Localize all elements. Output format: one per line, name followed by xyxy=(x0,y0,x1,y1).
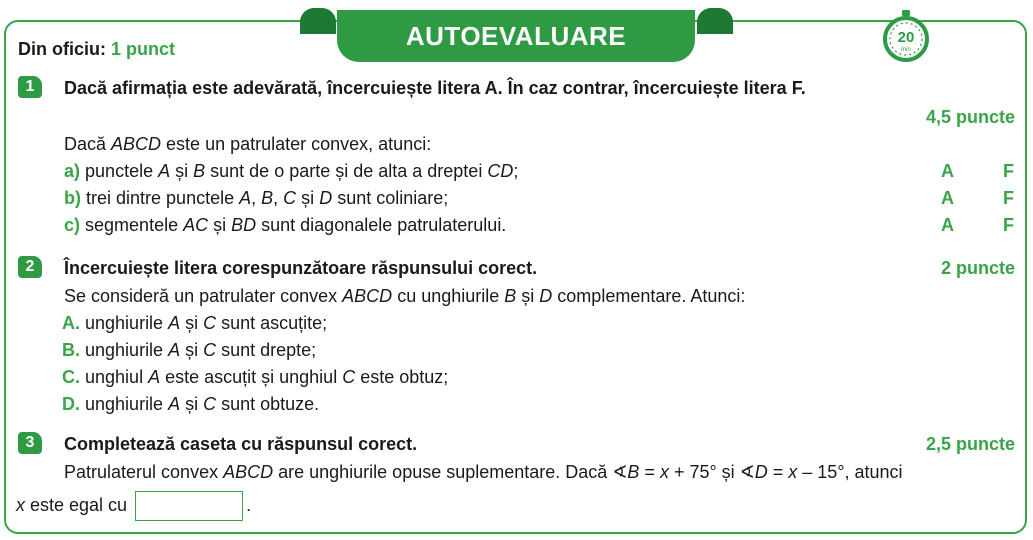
question-3-statement: Patrulaterul convex ABCD are unghiurile opuse suplementare. Dacă ∢B = x + 75° și ∢D = x – 15°, atunci xyxy=(64,462,903,482)
q1-b-false-option[interactable]: F xyxy=(1003,188,1014,208)
question-3-points: 2,5 puncte xyxy=(925,434,1015,454)
question-1-number: 1 xyxy=(18,76,42,98)
q1-item-b: b) trei dintre punctele A, B, C și D sunt coliniare; xyxy=(64,188,449,208)
question-2-intro: Se consideră un patrulater convex ABCD cu unghiurile B și D complementare. Atunci: xyxy=(64,286,746,306)
answer-input-box[interactable] xyxy=(135,491,243,521)
q2-option-b[interactable]: B. unghiurile A și C sunt drepte; xyxy=(62,340,317,360)
banner-title: AUTOEVALUARE xyxy=(337,10,695,62)
q1-b-true-option[interactable]: A xyxy=(941,188,954,208)
ex-officio-points: 1 punct xyxy=(111,39,176,59)
q1-item-c: c) segmentele AC și BD sunt diagonalele patrulaterului. xyxy=(64,215,507,235)
stopwatch-icon xyxy=(879,8,933,62)
question-2-points: 2 puncte xyxy=(940,258,1015,278)
question-2-number: 2 xyxy=(18,256,42,278)
q2-option-a[interactable]: A. unghiurile A și C sunt ascuțite; xyxy=(62,313,328,333)
question-3-instruction: Completează caseta cu răspunsul corect. xyxy=(64,434,418,454)
question-1-intro: Dacă ABCD este un patrulater convex, atunci: xyxy=(64,134,432,154)
banner-left-wing xyxy=(300,8,336,34)
q1-c-false-option[interactable]: F xyxy=(1003,215,1014,235)
q2-option-d[interactable]: D. unghiurile A și C sunt obtuze. xyxy=(62,394,320,414)
question-1-instruction: Dacă afirmația este adevărată, încercuiește litera A. În caz contrar, încercuiește litera F. xyxy=(64,78,806,98)
timer-minutes: 20 xyxy=(897,29,915,46)
timer-unit: min xyxy=(901,47,911,53)
banner-right-wing xyxy=(697,8,733,34)
ex-officio-label: Din oficiu: xyxy=(18,39,106,59)
question-1-points: 4,5 puncte xyxy=(925,107,1015,127)
question-3-number: 3 xyxy=(18,432,42,454)
q1-a-false-option[interactable]: F xyxy=(1003,161,1014,181)
ex-officio xyxy=(18,39,175,60)
q1-c-true-option[interactable]: A xyxy=(941,215,954,235)
q1-item-a: a) punctele A și B sunt de o parte și de alta a dreptei CD; xyxy=(64,161,519,181)
q2-option-c[interactable]: C. unghiul A este ascuțit și unghiul C este obtuz; xyxy=(62,367,449,387)
question-2-instruction: Încercuiește litera corespunzătoare răspunsului corect. xyxy=(64,258,538,278)
question-3-answer-line: x este egal cu . xyxy=(16,490,251,521)
q1-a-true-option[interactable]: A xyxy=(941,161,954,181)
